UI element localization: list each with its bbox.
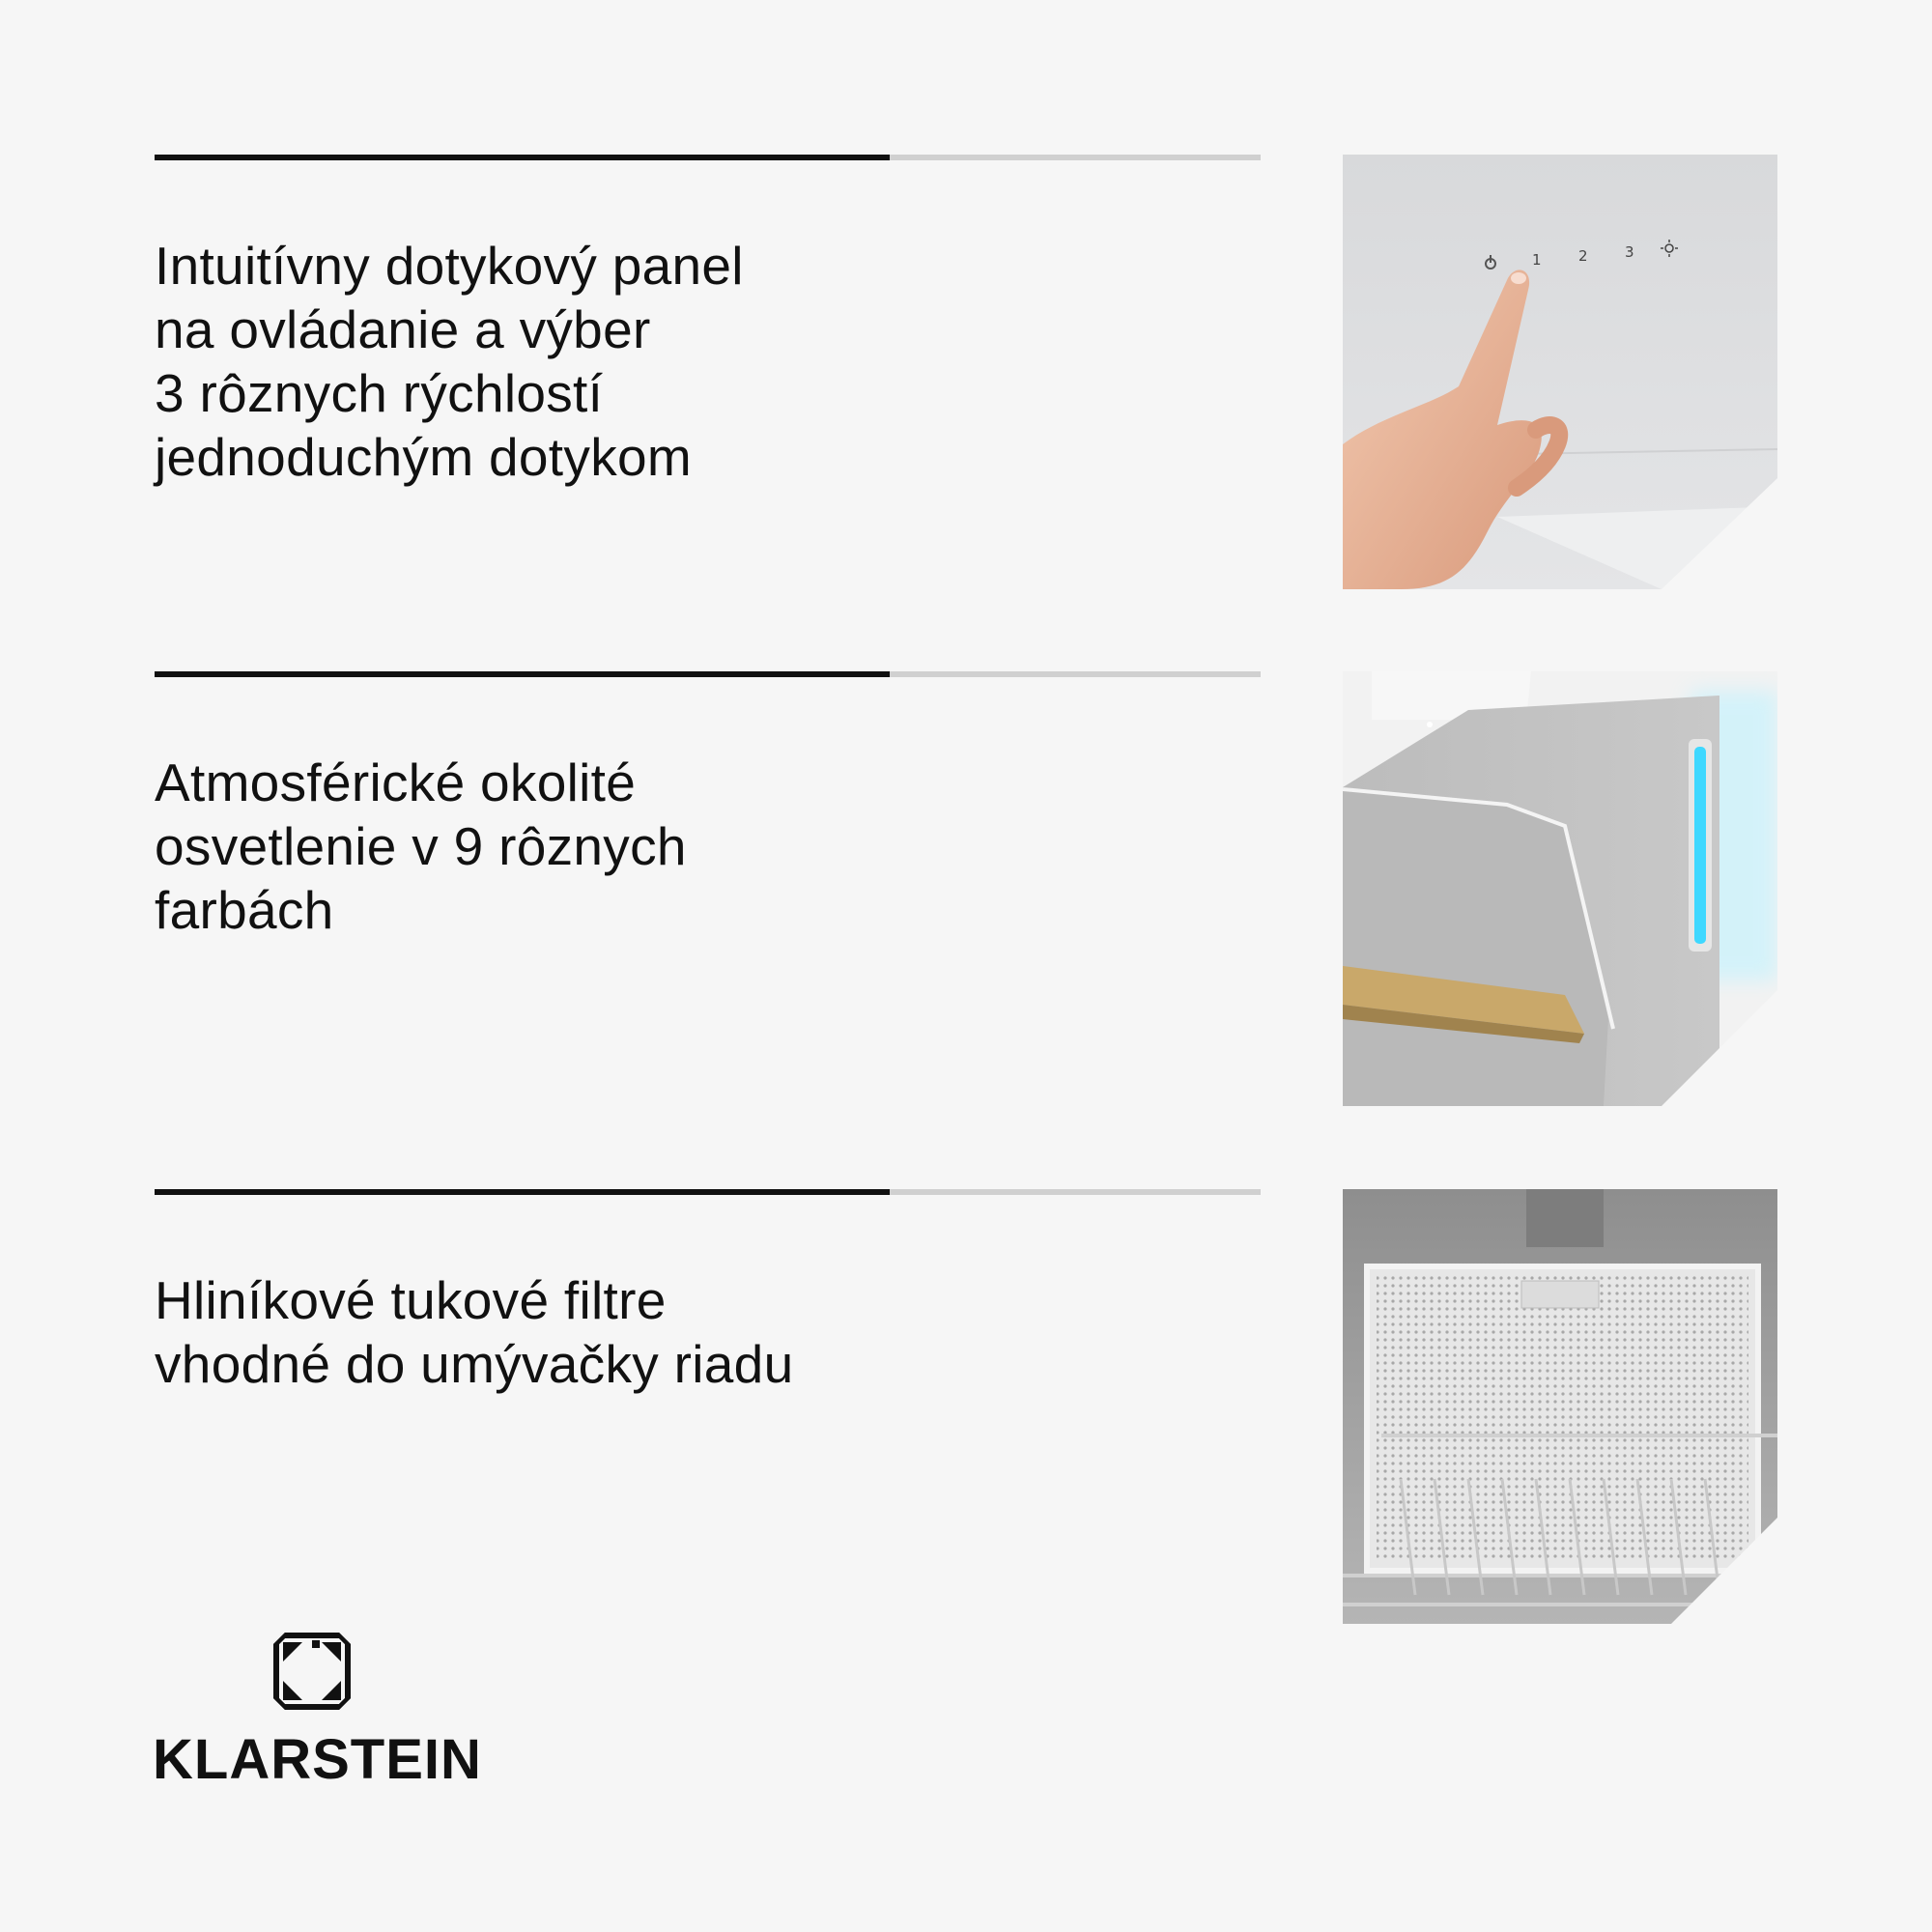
progress-bar-fill (155, 671, 890, 677)
progress-bar-fill (155, 155, 890, 160)
progress-bar (155, 155, 1261, 160)
progress-bar-fill (155, 1189, 890, 1195)
panel-label: 3 (1625, 243, 1634, 261)
feature-grease-filters (155, 1189, 1777, 1624)
brand-name: KLARSTEIN (153, 1728, 482, 1791)
panel-label: 1 (1532, 251, 1542, 269)
feature-text: Atmosférické okolité osvetlenie v 9 rôznych farbách (155, 753, 687, 940)
brand-logo-icon (273, 1633, 351, 1710)
feature-text: Hliníkové tukové filtre vhodné do umývačky riadu (155, 1270, 794, 1394)
dishwasher-filter-photo (1343, 1189, 1777, 1624)
feature-ambient-lighting (155, 671, 1777, 1106)
progress-bar (155, 1189, 1261, 1195)
ambient-light-strip (1694, 747, 1706, 944)
panel-label: 2 (1578, 247, 1588, 265)
touch-panel-photo (1343, 155, 1777, 589)
progress-bar (155, 671, 1261, 677)
ambient-light-photo (1343, 671, 1777, 1106)
brand-logo (153, 1633, 482, 1791)
feature-text: Intuitívny dotykový panel na ovládanie a výber 3 rôznych rýchlostí jednoduchým dotykom (155, 236, 744, 487)
feature-touch-panel (155, 155, 1777, 589)
